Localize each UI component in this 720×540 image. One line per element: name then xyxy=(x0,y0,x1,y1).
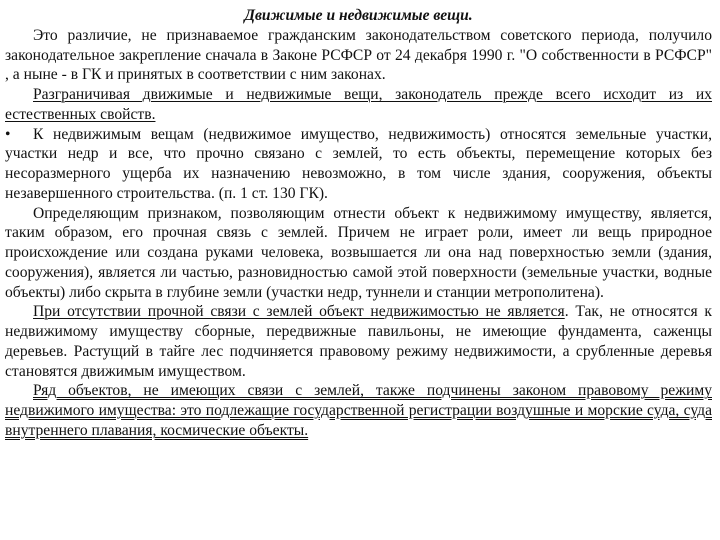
paragraph-3-text: К недвижимым вещам (недвижимое имущество, недвижимость) относятся земельные участки, участки недр и все, что прочно связано с землей, то есть объекты, перемещение которых без несоразмерного ущерба их назначению невозможно, в том числе здания, сооружения, объекты незавершенного строительства. (п. 1 ст. 130 ГК). xyxy=(5,125,712,202)
paragraph-5-text: . Так, не относятся к недвижимому имуществу сборные, передвижные павильоны, не имеющие фундамента, саженцы деревьев. Растущий в тайге лес подчиняется правовому режиму недвижимости, а срубленные деревья становятся движимым имуществом. xyxy=(5,303,712,380)
paragraph-6-underlined-text: Ряд объектов, не имеющих связи с землей, также подчинены законом правовому режиму недвижимого имущества: это подлежащие государственной регистрации воздушные и морские суда, суда внутреннего плавания, космические объекты. xyxy=(5,382,712,439)
paragraph-5 xyxy=(5,302,712,381)
document-title: Движимые и недвижимые вещи. xyxy=(244,7,473,24)
paragraph-4 xyxy=(5,204,712,303)
paragraph-5-underlined-text: При отсутствии прочной связи с землей объект недвижимостью не является xyxy=(33,303,565,321)
paragraph-6 xyxy=(5,381,712,440)
paragraph-2 xyxy=(5,85,712,125)
paragraph-2-underlined-text: Разграничивая движимые и недвижимые вещи, законодатель прежде всего исходит из их естественных свойств. xyxy=(5,86,712,123)
document-page xyxy=(5,6,712,441)
paragraph-1-text: Это различие, не признаваемое гражданским законодательством советского периода, получило законодательное закрепление сначала в Законе РСФСР от 24 декабря 1990 г. "О собственности в РСФСР" , а ныне - в ГК и принятых в соответствии с ним законах. xyxy=(5,26,712,84)
bullet-icon: • xyxy=(5,125,11,143)
paragraph-3 xyxy=(5,125,712,204)
paragraph-4-text: Определяющим признаком, позволяющим отнести объект к недвижимому имуществу, является, таким образом, его прочная связь с землей. Причем не играет роли, имеет ли вещь природное происхождение или создана руками человека, возвышается ли она над поверхностью земли (здания, сооружения), является ли частью, разновидностью самой этой поверхности (земельные участки, водные объекты) либо скрыта в глубине земли (участки недр, туннели и станции метрополитена). xyxy=(5,204,712,301)
paragraph-1 xyxy=(5,26,712,85)
